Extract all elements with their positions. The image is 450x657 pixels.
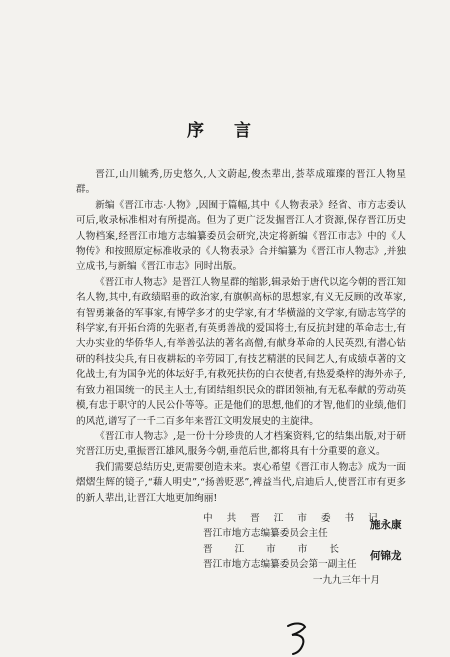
paragraph-4: 《晋江市人物志》,是一份十分珍贵的人才档案资料,它的结集出版,对于研究晋江历史,重振晋江雄风,服务今朝,垂范后世,都将具有十分重要的意义。 [76,430,406,458]
signer-2-name: 何锦龙 [370,550,402,563]
handwritten-page-mark [283,620,313,656]
signer-2-title-committee: 晋江市地方志编纂委员会第一副主任 [203,559,357,571]
signer-2-title-mayor: 晋江市市长 [203,543,361,555]
paragraph-2: 新编《晋江市志·人物》,因囿于篇幅,其中《人物表录》经省、市方志委认可后,收录标准相对有所提高。但为了更广泛发掘晋江人才资源,保存晋江历史人物档案,经晋江市地方志编纂委员会研究,决定将新编《晋江市志》中的《人物传》和按照原定标准收录的《人物表录》合并编纂为《晋江市人物志》,并独立成书,与新编《晋江市志》同时出版。 [76,199,406,273]
paragraph-3: 《晋江市人物志》是晋江人物星群的缩影,辑录始于唐代以迄今朝的晋江知名人物,其中,有政绩昭垂的政治家,有旗帜高标的思想家,有义无反顾的改革家,有智勇兼备的军事家,有博学多才的史学家,有才华横溢的文学家,有励志笃学的科学家,有开拓台湾的先驱者,有英勇善战的爱国将士,有反抗封建的革命志士,有大办实业的华侨华人,有举善弘法的著名高僧,有献身革命的人民英烈,有潜心钻研的科技尖兵,有日夜耕耘的辛劳园丁,有技艺精湛的民间艺人,有成绩卓著的文化战士,有为国争光的体坛好手,有救死扶伤的白衣使者,有热爱桑梓的海外赤子,有致力祖国统一的民主人士,有团结组织民众的群团领袖,有无私奉献的劳动英模,有忠于职守的人民公仆等等。正是他们的思想,他们的才智,他们的业绩,他们的风范,谱写了一千二百多年来晋江文明发展史的主旋律。 [76,276,406,427]
paragraph-5: 我们需要总结历史,更需要创造未来。衷心希望《晋江市人物志》成为一面熠熠生辉的镜子,“藉人明史”,“扬善贬恶”,裨益当代,启迪后人,使晋江市有更多的新人辈出,让晋江大地更加绚丽! [76,461,406,504]
signer-1-title-committee: 晋江市地方志编纂委员会主任 [203,528,328,540]
preface-body [76,167,406,506]
preface-title: 序 言 [187,121,263,141]
signer-1-name: 施永康 [370,519,402,532]
signer-1-title-party: 中共晋江市委书记 [203,513,392,524]
paragraph-1: 晋江,山川毓秀,历史悠久,人文蔚起,俊杰辈出,荟萃成璀璨的晋江人物星群。 [76,169,406,196]
signature-block [203,511,428,588]
preface-date: 一九九三年十月 [312,574,380,586]
